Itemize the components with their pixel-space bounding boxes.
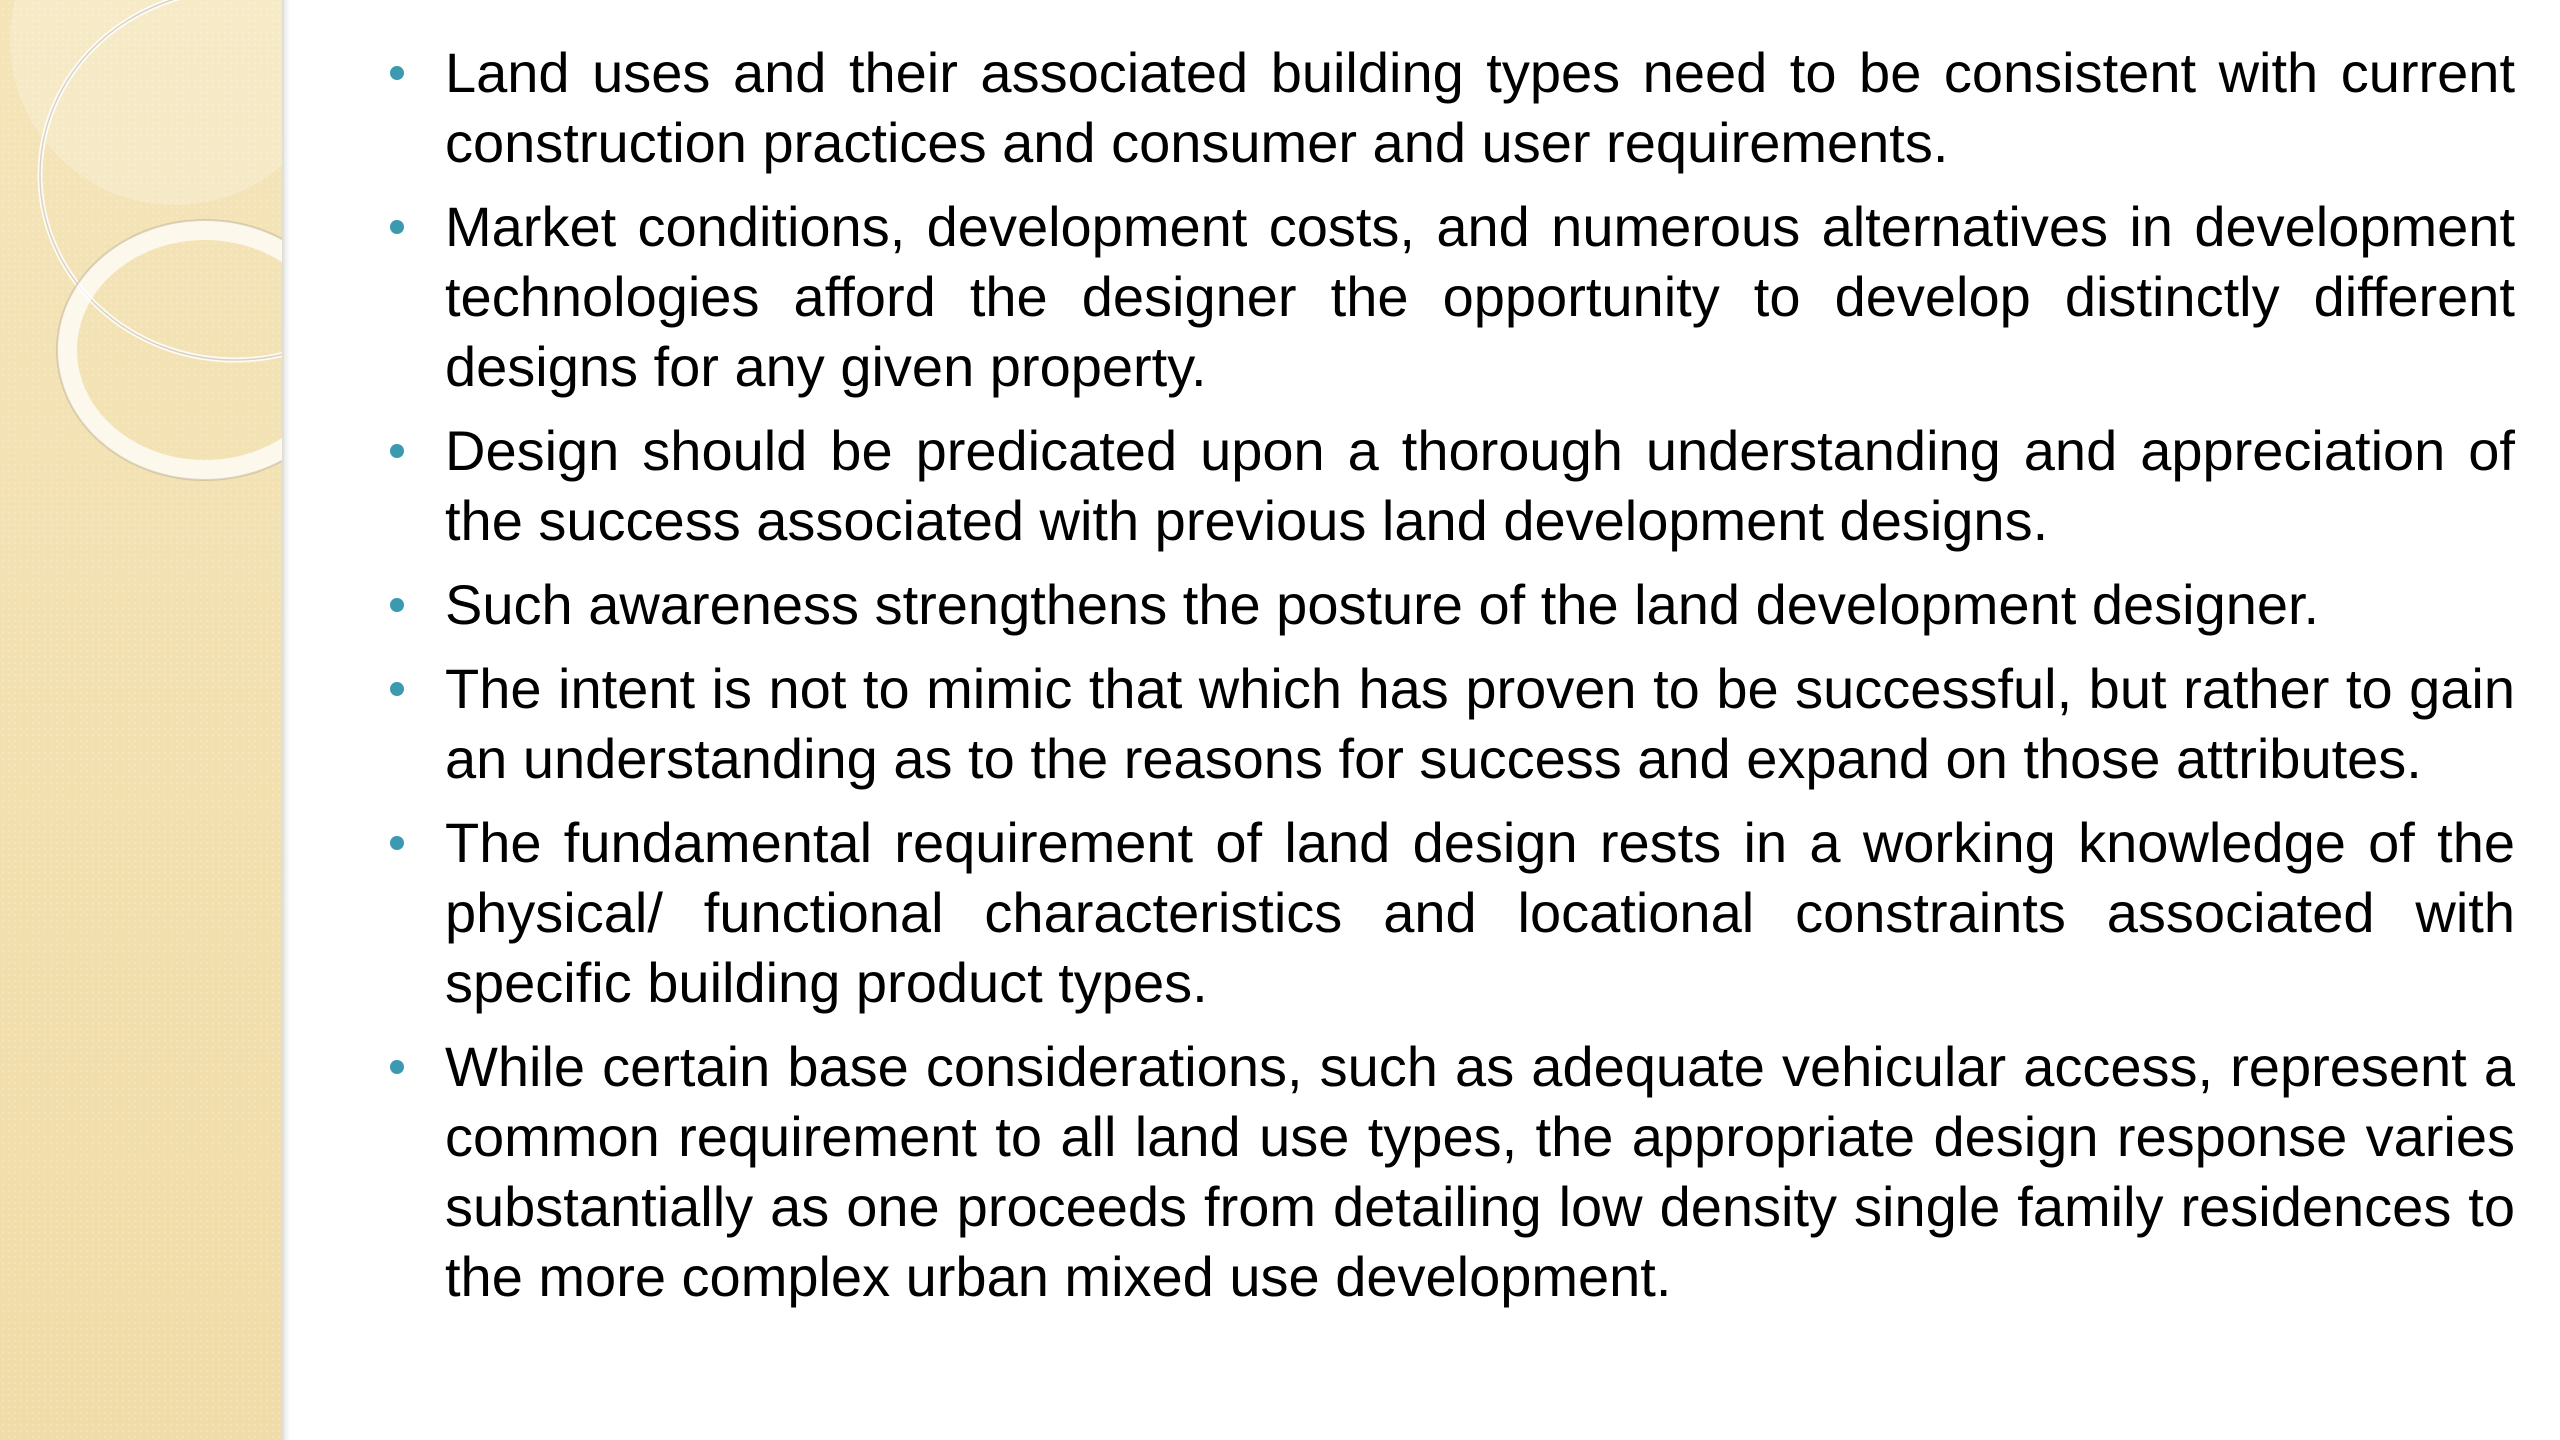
bullet-item [385, 38, 2515, 178]
decorative-sidebar [0, 0, 282, 1440]
bullet-dot-icon [390, 1060, 404, 1074]
bullet-dot-icon [390, 682, 404, 696]
bullet-dot-icon [390, 836, 404, 850]
sidebar-edge-shadow [282, 0, 290, 1440]
bullet-item [385, 1032, 2515, 1312]
bullet-text: The fundamental requirement of land design rests in a working knowledge of the physical/ functional characteristics and locational constraints associated with specific building product types. [445, 811, 2515, 1014]
bullet-text: Land uses and their associated building types need to be consistent with current construction practices and consumer and user requirements. [445, 41, 2515, 174]
bullet-dot-icon [390, 598, 404, 612]
bullet-item [385, 192, 2515, 402]
bullet-item [385, 808, 2515, 1018]
bullet-text: Such awareness strengthens the posture of the land development designer. [445, 573, 2320, 636]
bullet-dot-icon [390, 444, 404, 458]
bullet-list [385, 38, 2515, 1312]
slide-content [385, 38, 2515, 1326]
bullet-item [385, 416, 2515, 556]
bullet-item [385, 570, 2515, 640]
bullet-text: The intent is not to mimic that which has proven to be successful, but rather to gain an understanding as to the reasons for success and expand on those attributes. [445, 657, 2515, 790]
bullet-text: Design should be predicated upon a thorough understanding and appreciation of the success associated with previous land development designs. [445, 419, 2515, 552]
bullet-dot-icon [390, 220, 404, 234]
bullet-text: Market conditions, development costs, and numerous alternatives in development technologies afford the designer the opportunity to develop distinctly different designs for any given property. [445, 195, 2515, 398]
bullet-text: While certain base considerations, such as adequate vehicular access, represent a common requirement to all land use types, the appropriate design response varies substantially as one proceeds from detailing low density single family residences to the more complex urban mixed use development. [445, 1035, 2515, 1308]
bullet-dot-icon [390, 66, 404, 80]
bullet-item [385, 654, 2515, 794]
concentric-rings-ornament-icon [0, 0, 282, 500]
